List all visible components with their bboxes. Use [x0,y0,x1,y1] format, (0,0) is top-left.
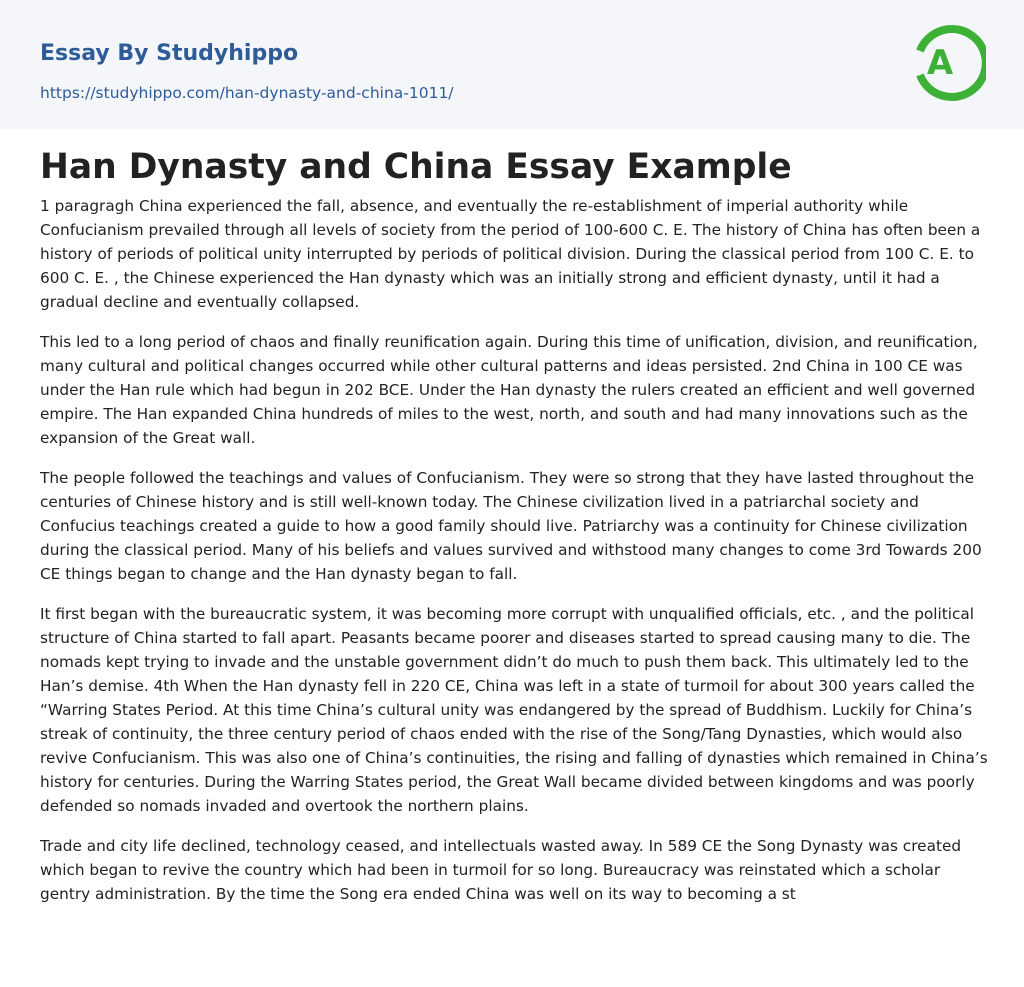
studyhippo-logo-icon[interactable] [912,20,986,106]
essay-url-link[interactable]: https://studyhippo.com/han-dynasty-and-china-1011/ [40,84,454,102]
essay-paragraph: Trade and city life declined, technology ceased, and intellectuals wasted away. In 589 CE the Song Dynasty was created which began to revive the country which had been in turmoil for so long. Bureaucracy was reinstated which a scholar gentry administration. By the time the Song era ended China was well on its way to becoming a st [40,837,962,903]
essay-title: Han Dynasty and China Essay Example [40,147,792,187]
essay-paragraph: This led to a long period of chaos and finally reunification again. During this time of unification, division, and reunification, many cultural and political changes occurred while other cultural patterns and ideas persisted. 2nd China in 100 CE was under the Han rule which had begun in 202 BCE. Under the Han dynasty the rulers created an efficient and well governed empire. The Han expanded China hundreds of miles to the west, north, and south and had many innovations such as the expansion of the Great wall. [40,333,978,447]
logo-letter: A [926,43,954,83]
site-brand[interactable]: Essay By Studyhippo [40,41,299,66]
essay-paragraph: 1 paragragh China experienced the fall, absence, and eventually the re-establishment of imperial authority while Confucianism prevailed through all levels of society from the period of 100-600 C. E. The history of China has often been a history of periods of political unity interrupted by periods of political division. During the classical period from 100 C. E. to 600 C. E. , the Chinese experienced the Han dynasty which was an initially strong and efficient dynasty, until it had a gradual decline and eventually collapsed. [40,197,981,311]
essay-body [40,194,990,934]
site-header [0,0,1024,129]
essay-paragraph: It first began with the bureaucratic system, it was becoming more corrupt with unqualified officials, etc. , and the political structure of China started to fall apart. Peasants became poorer and diseases started to spread causing many to die. The nomads kept trying to invade and the unstable government didn’t do much to push them back. This ultimately led to the Han’s demise. 4th When the Han dynasty fell in 220 CE, China was left in a state of turmoil for about 300 years called the “Warring States Period. At this time China’s cultural unity was endangered by the spread of Buddhism. Luckily for China’s streak of continuity, the three century period of chaos ended with the rise of the Song/Tang Dynasties, which would also revive Confucianism. This was also one of China’s continuities, the rising and falling of dynasties which remained in China’s history for centuries. During the Warring States period, the Great Wall became divided between kingdoms and was poorly defended so nomads invaded and overtook the northern plains. [40,605,988,815]
essay-paragraph: The people followed the teachings and values of Confucianism. They were so strong that they have lasted throughout the centuries of Chinese history and is still well-known today. The Chinese civilization lived in a patriarchal society and Confucius teachings created a guide to how a good family should live. Patriarchy was a continuity for Chinese civilization during the classical period. Many of his beliefs and values survived and withstood many changes to come 3rd Towards 200 CE things began to change and the Han dynasty began to fall. [40,469,982,583]
